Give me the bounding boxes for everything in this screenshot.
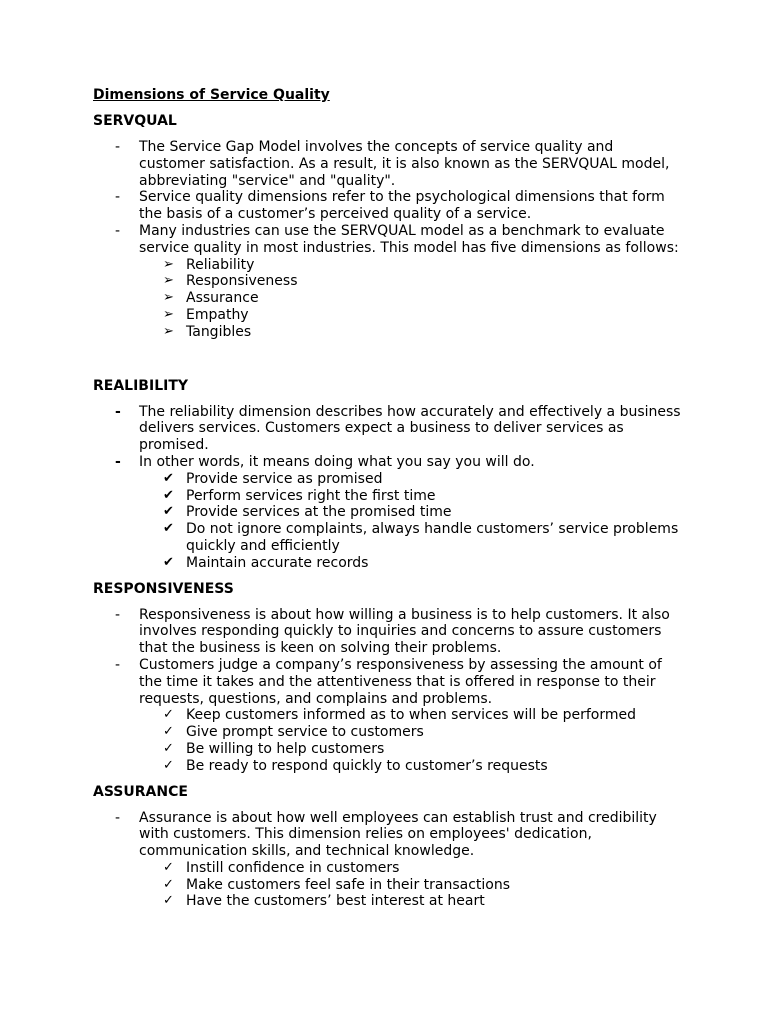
heading-servqual: SERVQUAL <box>93 113 177 129</box>
list-item-text: Provide service as promised <box>186 470 383 487</box>
list-item <box>93 555 683 572</box>
list-item-text: The reliability dimension describes how accurately and effectively a business delivers services. Customers expect a business to deliver services as promised. <box>139 403 681 454</box>
responsiveness-checklist <box>93 707 683 774</box>
dash-bullet: - <box>115 139 121 155</box>
list-item-text: Make customers feel safe in their transactions <box>186 876 511 893</box>
checkmark-icon: ✔ <box>163 521 174 537</box>
dash-bullet: - <box>115 606 121 623</box>
document-title: Dimensions of Service Quality <box>93 87 330 103</box>
list-item-text: Be willing to help customers <box>186 740 385 757</box>
list-item <box>93 290 683 307</box>
checkmark-icon: ✓ <box>163 859 174 875</box>
list-item <box>93 504 683 521</box>
list-item-text: Be ready to respond quickly to customer’s requests <box>186 757 548 774</box>
checkmark-icon: ✓ <box>163 740 174 756</box>
list-item-text: Service quality dimensions refer to the psychological dimensions that form the basis of a customer’s perceived quality of a service. <box>139 189 665 223</box>
dimension-list <box>93 257 683 341</box>
dash-bullet: - <box>115 222 121 239</box>
list-item-text: Assurance <box>186 290 259 307</box>
list-item <box>93 741 683 758</box>
list-item-text: Customers judge a company’s responsiveness by assessing the amount of the time it takes and the attentiveness that is offered in response to their requests, questions, and complains and problems. <box>139 656 662 707</box>
checkmark-icon: ✔ <box>163 554 174 570</box>
list-item <box>93 189 683 223</box>
list-item-text: Assurance is about how well employees can establish trust and credibility with customers. This dimension relies on employees' dedication, communication skills, and technical knowledge. <box>139 809 657 860</box>
checkmark-icon: ✓ <box>163 757 174 773</box>
list-item <box>93 877 683 894</box>
reliability-list <box>93 404 683 471</box>
heading-assurance: ASSURANCE <box>93 783 188 800</box>
dash-bullet: - <box>115 656 121 673</box>
list-item <box>93 758 683 775</box>
list-item <box>93 521 683 555</box>
reliability-checklist <box>93 471 683 572</box>
list-item <box>93 707 683 724</box>
list-item <box>93 324 683 341</box>
checkmark-icon: ✔ <box>163 504 174 520</box>
list-item-text: Give prompt service to customers <box>186 724 424 741</box>
list-item <box>93 307 683 324</box>
arrow-bullet-icon: ➢ <box>163 290 174 306</box>
responsiveness-list <box>93 607 683 708</box>
dash-bullet: - <box>115 453 121 470</box>
dash-bullet: - <box>115 189 121 206</box>
list-item <box>93 657 683 707</box>
list-item-text: Responsiveness <box>186 273 298 290</box>
checkmark-icon: ✓ <box>163 876 174 892</box>
dash-bullet: - <box>115 403 121 420</box>
arrow-bullet-icon: ➢ <box>163 323 174 339</box>
list-item-text: Many industries can use the SERVQUAL model as a benchmark to evaluate service quality in most industries. This model has five dimensions as follows: <box>139 222 679 256</box>
arrow-bullet-icon: ➢ <box>163 306 174 322</box>
assurance-checklist <box>93 860 683 910</box>
checkmark-icon: ✓ <box>163 893 174 909</box>
list-item-text: The Service Gap Model involves the concepts of service quality and customer satisfaction. As a result, it is also known as the SERVQUAL model, abbreviating "service" and "quality". <box>139 139 670 189</box>
checkmark-icon: ✔ <box>163 470 174 486</box>
list-item <box>93 607 683 657</box>
list-item <box>93 488 683 505</box>
list-item-text: Tangibles <box>186 323 252 340</box>
list-item-text: Have the customers’ best interest at heart <box>186 893 485 910</box>
servqual-list <box>93 139 683 257</box>
list-item <box>93 724 683 741</box>
checkmark-icon: ✔ <box>163 487 174 503</box>
list-item <box>93 860 683 877</box>
list-item-text: Maintain accurate records <box>186 554 369 571</box>
list-item <box>93 139 683 189</box>
list-item <box>93 273 683 290</box>
list-item-text: Provide services at the promised time <box>186 504 452 521</box>
list-item-text: Instill confidence in customers <box>186 859 400 876</box>
checkmark-icon: ✓ <box>163 724 174 740</box>
list-item-text: In other words, it means doing what you say you will do. <box>139 453 535 470</box>
list-item <box>93 810 683 860</box>
list-item-text: Keep customers informed as to when services will be performed <box>186 707 636 724</box>
list-item-text: Do not ignore complaints, always handle customers’ service problems quickly and efficiently <box>186 521 679 554</box>
list-item <box>93 471 683 488</box>
list-item <box>93 454 683 471</box>
heading-reliability: REALIBILITY <box>93 377 189 394</box>
list-item <box>93 257 683 274</box>
arrow-bullet-icon: ➢ <box>163 273 174 289</box>
arrow-bullet-icon: ➢ <box>163 256 174 272</box>
document-body <box>93 87 683 910</box>
list-item-text: Reliability <box>186 256 255 273</box>
heading-responsiveness: RESPONSIVENESS <box>93 580 234 597</box>
assurance-list <box>93 810 683 860</box>
list-item-text: Empathy <box>186 306 249 323</box>
dash-bullet: - <box>115 809 121 826</box>
list-item <box>93 893 683 910</box>
list-item <box>93 223 683 257</box>
list-item-text: Responsiveness is about how willing a business is to help customers. It also involves responding quickly to inquiries and concerns to assure customers that the business is keen on solving their problems. <box>139 606 670 657</box>
checkmark-icon: ✓ <box>163 707 174 723</box>
list-item-text: Perform services right the first time <box>186 487 436 504</box>
list-item <box>93 404 683 454</box>
